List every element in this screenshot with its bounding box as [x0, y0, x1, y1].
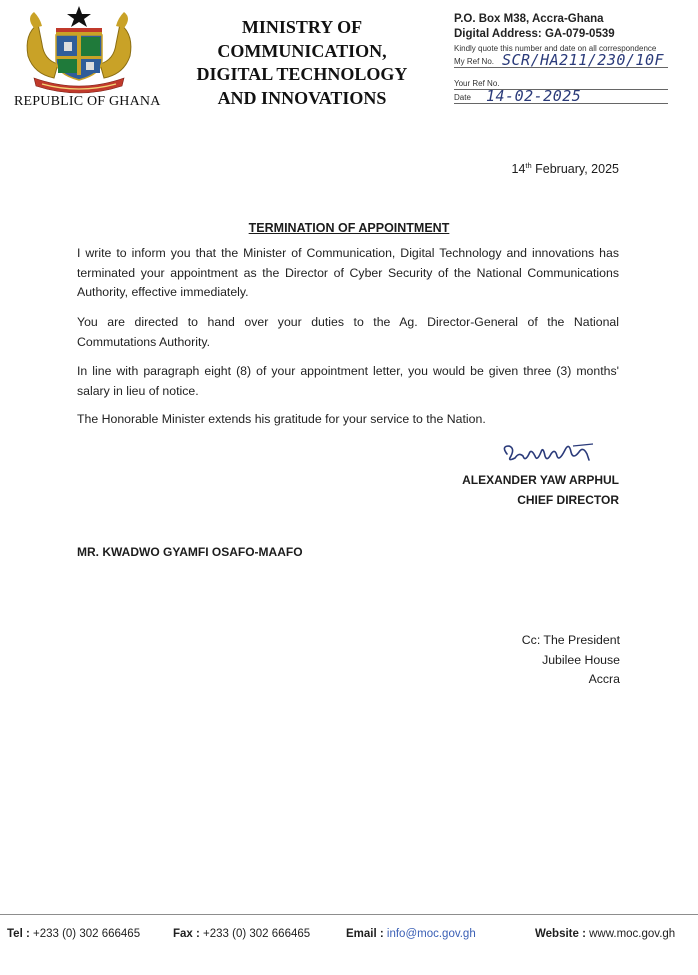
paragraph-2 [77, 313, 619, 352]
website-link[interactable]: www.moc.gov.gh [589, 928, 676, 940]
date-label: Date [454, 93, 471, 102]
paragraph-3 [77, 362, 619, 401]
cc-line: Accra [588, 672, 620, 686]
paragraph-line: In line with paragraph eight (8) of your appointment letter, you would be given three (3) months' [77, 364, 619, 378]
paragraph-line: terminated your appointment as the Director of Cyber Security of the National Communications [77, 265, 619, 280]
paragraph-line: salary in lieu of notice. [77, 383, 199, 398]
coat-of-arms-icon [20, 4, 138, 96]
footer-divider [0, 914, 698, 915]
paragraph-line: You are directed to hand over your duties to the Ag. Director-General of the National [77, 315, 619, 329]
ministry-line: DIGITAL TECHNOLOGY [196, 64, 408, 84]
my-ref-line [454, 67, 668, 68]
cc-line: Cc: The President [521, 633, 620, 647]
footer-email: Email : info@moc.gov.gh [346, 928, 476, 940]
paragraph-line: I write to inform you that the Minister of Communication, Digital Technology and innovations has [77, 246, 619, 260]
date-value: 14-02-2025 [486, 87, 582, 105]
signatory-block [462, 470, 619, 510]
my-ref-label: My Ref No. [454, 57, 495, 66]
po-box: P.O. Box M38, Accra-Ghana [454, 13, 604, 25]
quote-note: Kindly quote this number and date on all correspondence [454, 44, 657, 53]
date-line [454, 103, 668, 104]
letter-subject: TERMINATION OF APPOINTMENT [248, 221, 450, 235]
signatory-title: CHIEF DIRECTOR [517, 493, 619, 507]
paragraph-line: The Honorable Minister extends his gratitude for your service to the Nation. [77, 412, 486, 426]
ministry-line: AND INNOVATIONS [217, 87, 387, 108]
email-link[interactable]: info@moc.gov.gh [386, 928, 476, 940]
footer-tel: Tel : +233 (0) 302 666465 [7, 928, 141, 940]
digital-address: Digital Address: GA-079-0539 [454, 28, 615, 40]
signatory-name: ALEXANDER YAW ARPHUL [462, 473, 619, 487]
country-name: REPUBLIC OF GHANA [14, 94, 161, 109]
paragraph-1 [77, 244, 619, 303]
reference-block [454, 12, 668, 105]
cc-block [522, 631, 620, 690]
recipient-name: MR. KWADWO GYAMFI OSAFO-MAAFO [77, 545, 303, 559]
paragraph-line: Commutations Authority. [77, 334, 211, 349]
ministry-line: MINISTRY OF [241, 17, 363, 37]
date-row [454, 88, 668, 104]
letter-date: 14th February, 2025 [511, 161, 619, 177]
my-ref-row [454, 52, 668, 68]
my-ref-value: SCR/HA211/230/10F [502, 51, 665, 69]
footer-website: Website : www.moc.gov.gh [535, 928, 676, 940]
signature-icon [497, 440, 597, 466]
your-ref-label: Your Ref No. [454, 79, 500, 88]
paragraph-4 [77, 410, 619, 430]
ministry-name [184, 16, 420, 110]
footer-fax: Fax : +233 (0) 302 666465 [173, 928, 311, 940]
ministry-line: COMMUNICATION, [217, 40, 387, 61]
cc-line: Jubilee House [542, 652, 620, 667]
paragraph-line: Authority, effective immediately. [77, 285, 249, 299]
